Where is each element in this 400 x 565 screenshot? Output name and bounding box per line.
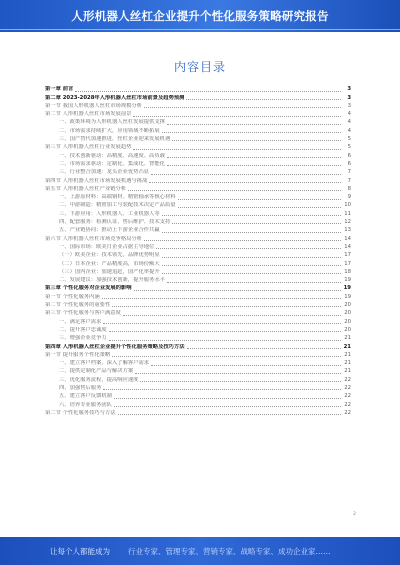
toc-subsection[interactable] — [45, 251, 351, 259]
toc-entry-label: 第二节 人形机器人丝杠市场发展前景 — [45, 111, 132, 118]
dot-leader — [172, 140, 341, 141]
dot-leader — [135, 373, 341, 374]
toc-entry-label: 第五节 人形机器人丝杠产业链分析 — [45, 185, 127, 192]
toc-entry-page: 22 — [344, 409, 351, 416]
toc-entry-page: 21 — [344, 360, 351, 367]
toc-entry-label: 五、建立客户反馈机制 — [59, 393, 112, 400]
toc-section[interactable] — [45, 176, 351, 184]
toc-entry-page: 3 — [347, 102, 351, 109]
toc-entry-page: 22 — [344, 376, 351, 383]
dot-leader — [123, 315, 341, 316]
toc-subsection[interactable] — [45, 243, 351, 251]
toc-entry-label: 三、国产替代加速推进，丝杠企业迎来发展机遇 — [59, 136, 171, 143]
toc-subsection[interactable] — [45, 218, 351, 226]
toc-subsection[interactable] — [45, 209, 351, 217]
report-title: 人形机器人丝杠企业提升个性化服务策略研究报告 — [71, 9, 329, 23]
toc-entry-label: （一）欧美企业：技术领先，品牌优势明显 — [59, 252, 160, 259]
toc-subsection[interactable] — [45, 317, 351, 325]
toc-entry-page: 10 — [344, 202, 351, 209]
toc-subsection[interactable] — [45, 135, 351, 143]
dot-leader — [144, 107, 341, 108]
footer-banner — [0, 537, 400, 565]
toc-subsection[interactable] — [45, 126, 351, 134]
toc-entry-label: 六、培养专业服务团队 — [59, 401, 112, 408]
toc-entry-page: 7 — [347, 169, 351, 176]
toc-subsection[interactable] — [45, 193, 351, 201]
toc-subsection[interactable] — [45, 118, 351, 126]
toc-entry-label: 三、增强企业竞争力 — [59, 335, 107, 342]
toc-entry-label: 第二节 个性化服务技巧与方法 — [45, 409, 116, 416]
dot-leader — [162, 232, 341, 233]
dot-leader — [167, 282, 341, 283]
toc-entry-label: 二、提升客户忠诚度 — [59, 326, 107, 333]
toc-entry-label: 三、优化服务流程，提高响应速度 — [59, 376, 139, 383]
toc-entry-label: 第一节 我国人形机器人丝杠市场规模分析 — [45, 102, 143, 109]
toc-subsection[interactable] — [45, 259, 351, 267]
toc-entry-page: 22 — [344, 393, 351, 400]
toc-entry-page: 11 — [344, 210, 351, 217]
dot-leader — [162, 273, 341, 274]
toc-entry-page: 14 — [344, 243, 351, 250]
toc-entry-page: 19 — [344, 293, 351, 300]
dot-leader — [187, 348, 341, 349]
dot-leader — [167, 165, 341, 166]
toc-subsection[interactable] — [45, 375, 351, 383]
toc-entry-label: 二、市场需求持续扩大，应用领域不断拓展 — [59, 127, 160, 134]
toc-chapter[interactable] — [45, 85, 351, 93]
toc-subsection[interactable] — [45, 268, 351, 276]
toc-section[interactable] — [45, 143, 351, 151]
toc-entry-label: 三、下游应用：人形机器人、工业机器人等 — [59, 210, 160, 217]
toc-subsection[interactable] — [45, 276, 351, 284]
toc-section[interactable] — [45, 185, 351, 193]
toc-entry-label: 第六节 人形机器人丝杠市场竞争格局分析 — [45, 235, 143, 242]
dot-leader — [103, 323, 341, 324]
dot-leader — [149, 182, 341, 183]
toc-entry-label: 第一节 提升服务个性化策略 — [45, 351, 111, 358]
toc-entry-page: 4 — [347, 111, 351, 118]
toc-entry-page: 21 — [344, 368, 351, 375]
toc-chapter[interactable] — [45, 342, 351, 350]
dot-leader — [114, 398, 341, 399]
toc-section[interactable] — [45, 102, 351, 110]
dot-leader — [75, 91, 341, 92]
toc-entry-page: 4 — [347, 127, 351, 134]
toc-chapter[interactable] — [45, 93, 351, 101]
dot-leader — [109, 331, 341, 332]
toc-entry-label: 一、技术创新驱动：高精度、高速度、高负载 — [59, 152, 165, 159]
toc-entry-page: 19 — [343, 285, 351, 292]
dot-leader — [162, 215, 341, 216]
toc-entry-label: 一、满足客户需求 — [59, 318, 102, 325]
toc-section[interactable] — [45, 110, 351, 118]
toc-subsection[interactable] — [45, 392, 351, 400]
toc-entry-label: 二、提供定制化产品与解决方案 — [59, 368, 134, 375]
dot-leader — [151, 174, 341, 175]
toc-entry-page: 4 — [347, 119, 351, 126]
dot-leader — [133, 116, 341, 117]
toc-section[interactable] — [45, 292, 351, 300]
page-number: 2 — [353, 512, 356, 517]
toc-subsection[interactable] — [45, 334, 351, 342]
toc-entry-label: （二）日本企业：产品精度高，市场份额大 — [59, 260, 160, 267]
toc-entry-page: 13 — [344, 227, 351, 234]
toc-entry-label: 第三章 个性化服务对企业发展的影响 — [45, 285, 132, 292]
dot-leader — [156, 248, 341, 249]
toc-title: 内容目录 — [173, 60, 226, 74]
toc-subsection[interactable] — [45, 168, 351, 176]
footer-slogan: 让每个人都能成为 — [50, 547, 110, 556]
toc-entry-page: 19 — [344, 277, 351, 284]
toc-entry-label: 二、发展建议：加强技术创新，提升服务水平 — [59, 277, 165, 284]
toc-entry-page: 22 — [344, 384, 351, 391]
toc-entry-label: 四、加强售后服务 — [59, 384, 102, 391]
toc-subsection[interactable] — [45, 400, 351, 408]
dot-leader — [172, 223, 341, 224]
toc-entry-page: 7 — [347, 177, 351, 184]
toc-subsection[interactable] — [45, 160, 351, 168]
toc-entry-label: 一、建立客户档案，深入了解客户需求 — [59, 360, 150, 367]
toc-entry-page: 12 — [344, 219, 351, 226]
toc-entry-label: 一、政策环境为人形机器人丝杠发展提供支撑 — [59, 119, 165, 126]
toc-entry-page: 17 — [344, 252, 351, 259]
dot-leader — [133, 149, 341, 150]
dot-leader — [151, 365, 341, 366]
toc-entry-label: （三）国内企业：加速追赶，国产化率提升 — [59, 268, 160, 275]
toc-section[interactable] — [45, 234, 351, 242]
header-rule — [0, 29, 400, 30]
dot-leader — [167, 124, 341, 125]
toc-entry-page: 3 — [347, 94, 351, 101]
dot-leader — [118, 414, 341, 415]
toc-entry-page: 22 — [344, 401, 351, 408]
toc-entry-label: 第二章 2023-2028年人形机器人丝杠市场前景及趋势预测 — [45, 94, 185, 101]
dot-leader — [162, 265, 341, 266]
toc-entry-page: 18 — [344, 268, 351, 275]
toc-entry-label: 一、上游原材料：高端钢材、精密轴承等核心材料 — [59, 194, 176, 201]
table-of-contents — [45, 85, 351, 417]
toc-entry-page: 6 — [347, 160, 351, 167]
toc-entry-page: 14 — [344, 235, 351, 242]
toc-entry-page: 3 — [347, 86, 351, 93]
dot-leader — [178, 199, 341, 200]
dot-leader — [109, 340, 341, 341]
toc-entry-page: 17 — [344, 260, 351, 267]
toc-entry-label: 第三节 人形机器人丝杠行业发展趋势 — [45, 144, 132, 151]
dot-leader — [114, 406, 341, 407]
toc-section[interactable] — [45, 409, 351, 417]
toc-entry-page: 6 — [347, 152, 351, 159]
toc-entry-label: 二、中游制造：精密加工与装配技术决定产品质量 — [59, 202, 176, 209]
toc-subsection[interactable] — [45, 226, 351, 234]
toc-subsection[interactable] — [45, 326, 351, 334]
dot-leader — [103, 389, 341, 390]
toc-entry-page: 20 — [344, 310, 351, 317]
dot-leader — [128, 190, 341, 191]
toc-entry-page: 21 — [344, 351, 351, 358]
toc-entry-label: 五、产业链协同：推动上下游企业合作共赢 — [59, 227, 160, 234]
toc-entry-page: 20 — [344, 326, 351, 333]
toc-entry-page: 8 — [347, 185, 351, 192]
toc-entry-label: 第四节 人形机器人丝杠市场发展机遇与挑战 — [45, 177, 148, 184]
toc-entry-page: 5 — [347, 144, 351, 151]
toc-subsection[interactable] — [45, 201, 351, 209]
dot-leader — [140, 381, 341, 382]
toc-subsection[interactable] — [45, 359, 351, 367]
toc-entry-label: 第四章 人形机器人丝杠企业提升个性化服务策略及技巧方法 — [45, 343, 185, 350]
dot-leader — [112, 306, 341, 307]
toc-subsection[interactable] — [45, 151, 351, 159]
toc-entry-label: 第一章 前言 — [45, 86, 74, 93]
toc-entry-page: 21 — [343, 343, 351, 350]
dot-leader — [162, 257, 341, 258]
dot-leader — [102, 298, 341, 299]
dot-leader — [186, 99, 341, 100]
dot-leader — [134, 290, 341, 291]
toc-entry-label: 三、行业整合加速：龙头企业优势凸显 — [59, 169, 150, 176]
toc-section[interactable] — [45, 301, 351, 309]
toc-section[interactable] — [45, 309, 351, 317]
dot-leader — [178, 207, 341, 208]
toc-entry-page: 21 — [344, 335, 351, 342]
toc-chapter[interactable] — [45, 284, 351, 292]
toc-entry-page: 9 — [347, 194, 351, 201]
toc-section[interactable] — [45, 351, 351, 359]
dot-leader — [167, 157, 341, 158]
toc-entry-page: 20 — [344, 302, 351, 309]
toc-subsection[interactable] — [45, 367, 351, 375]
header-banner — [0, 0, 400, 32]
toc-entry-page: 20 — [344, 318, 351, 325]
toc-entry-label: 第一节 个性化服务内涵 — [45, 293, 100, 300]
toc-entry-label: 二、市场需求驱动：定制化、集成化、智能化 — [59, 160, 165, 167]
toc-entry-label: 四、配套服务：检测认证、售后维护、技术支持 — [59, 219, 171, 226]
toc-entry-page: 5 — [347, 136, 351, 143]
toc-subsection[interactable] — [45, 384, 351, 392]
dot-leader — [162, 132, 341, 133]
footer-tagline: 行业专家、管理专家、营销专家、战略专家、成功企业家…… — [128, 547, 331, 556]
toc-entry-label: 第二节 个性化服务的重要性 — [45, 302, 111, 309]
dot-leader — [112, 356, 341, 357]
dot-leader — [144, 240, 341, 241]
toc-entry-label: 第三节 个性化服务与客户满意度 — [45, 310, 121, 317]
toc-entry-label: 一、国际市场：欧美日企业占据主导地位 — [59, 243, 155, 250]
